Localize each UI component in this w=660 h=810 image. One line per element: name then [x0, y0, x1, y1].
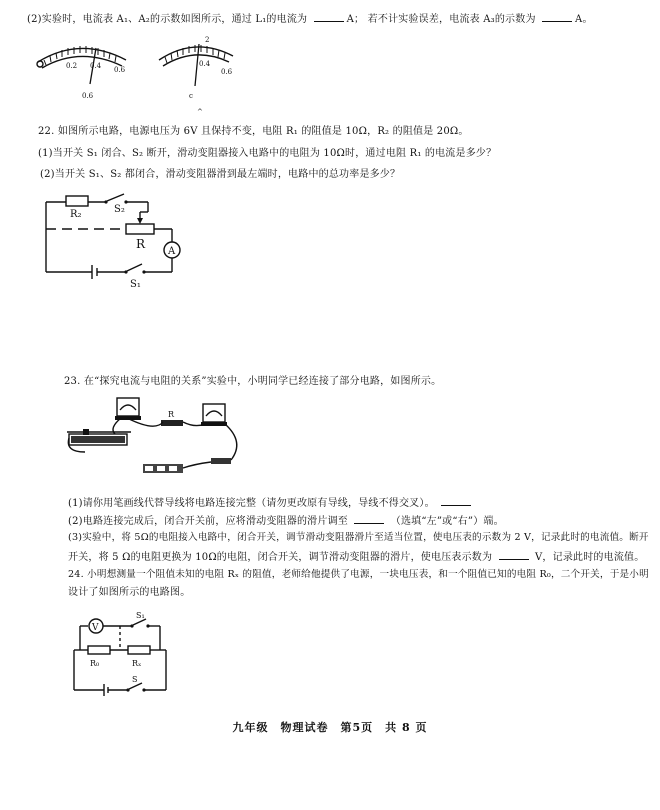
label-s1-24: S₁: [136, 611, 145, 620]
answer-blank[interactable]: [499, 549, 529, 560]
label-r-23: R: [168, 410, 175, 419]
meter1-tick-4: 0.6: [82, 92, 94, 100]
q23-part2-line: [68, 513, 504, 529]
meter2-mark: c: [189, 92, 193, 100]
q24-line2: 设计了如图所示的电路图。: [68, 587, 191, 598]
ammeter-label: A: [168, 246, 176, 257]
ammeter-dial-2: [155, 34, 245, 114]
q23-part2-a: (2)电路连接完成后，闭合开关前，应将滑动变阻器的滑片调至: [68, 516, 348, 527]
label-s1: S₁: [130, 279, 141, 290]
resistor-rx: [128, 646, 150, 654]
meter2-tick-2: 0.4: [199, 60, 211, 68]
q21-part2-line: [27, 11, 593, 27]
answer-blank[interactable]: [354, 513, 384, 524]
ammeter-dial-1: [30, 34, 140, 104]
meter2-mark: ^: [197, 108, 203, 116]
q23-part3-c: V，记录此时的电流值。: [535, 552, 645, 563]
q21-text-a: (2)实验时，电流表 A₁、A₂的示数如图所示，通过 L₁的电流为: [27, 14, 308, 25]
label-r0: R₀: [90, 659, 100, 668]
q23-part1: (1)请你用笔画线代替导线将电路连接完整（请勿更改原有导线，导线不得交叉）。: [68, 498, 435, 509]
label-r2: R₂: [70, 209, 82, 220]
meter1-tick-3: 0.6: [114, 66, 126, 74]
q21-unit-a: A；: [346, 14, 365, 25]
label-s2: S₂: [114, 204, 125, 215]
meter1-tick-1: 0.2: [66, 62, 78, 70]
q21-unit-b: A。: [575, 14, 593, 25]
q23-part3-a: (3)实验中，将 5Ω的电阻接入电路中，闭合开关，调节滑动变阻器滑片至适当位置，使电压表的示数为 2 V，记录此时的电流值。断开: [68, 532, 649, 543]
meter2-tick-3: 0.6: [221, 68, 233, 76]
meter2-tick-1: 2: [205, 36, 210, 44]
experiment-apparatus-23: [65, 392, 255, 482]
q23-part2-b: （选填“左”或“右”）端。: [390, 516, 504, 527]
answer-blank[interactable]: [542, 11, 572, 22]
q23-part1-line: [68, 495, 474, 511]
switch-s2: [107, 194, 124, 201]
q21-text-b: 若不计实验误差，电流表 A₃的示数为: [367, 14, 536, 25]
page-footer: 九年级 物理试卷 第5页 共 8 页: [232, 721, 428, 734]
answer-blank[interactable]: [441, 495, 471, 506]
circuit-diagram-22: [40, 190, 200, 290]
q23-part3-b: 开关，将 5 Ω的电阻更换为 10Ω的电阻，闭合开关，调节滑动变阻器的滑片，使电压表示数为: [68, 552, 493, 563]
rheostat-r: [126, 224, 154, 234]
q22-part2: (2)当开关 S₁、S₂ 都闭合，滑动变阻器滑到最左端时，电路中的总功率是多少？: [40, 169, 401, 180]
q22-part1: (1)当开关 S₁ 闭合、S₂ 断开，滑动变阻器接入电路中的电阻为 10Ω时，通过电阻 R₁ 的电流是多少？: [38, 148, 497, 159]
q23-part3-line: [68, 549, 644, 565]
meter1-tick-2: 0.4: [90, 62, 102, 70]
switch-s1: [127, 264, 142, 271]
q23-stem: 23. 在“探究电流与电阻的关系”实验中，小明同学已经连接了部分电路，如图所示。: [64, 376, 442, 387]
q24-line1: 24. 小明想测量一个阻值未知的电阻 Rₓ 的阻值，老师给他提供了电源，一块电压表，和一个阻值已知的电阻 R₀，二个开关，于是小明: [68, 569, 649, 580]
answer-blank[interactable]: [314, 11, 344, 22]
label-rx: Rₓ: [132, 659, 142, 668]
q22-stem: 22. 如图所示电路，电源电压为 6V 且保持不变，电阻 R₁ 的阻值是 10Ω，R₂ 的阻值是 20Ω。: [38, 126, 469, 137]
resistor-r0: [88, 646, 110, 654]
label-r: R: [136, 237, 146, 251]
resistor-r2: [66, 196, 88, 206]
voltmeter-label: V: [92, 623, 99, 633]
label-s-24: S: [132, 675, 138, 684]
circuit-diagram-24: [70, 610, 180, 700]
